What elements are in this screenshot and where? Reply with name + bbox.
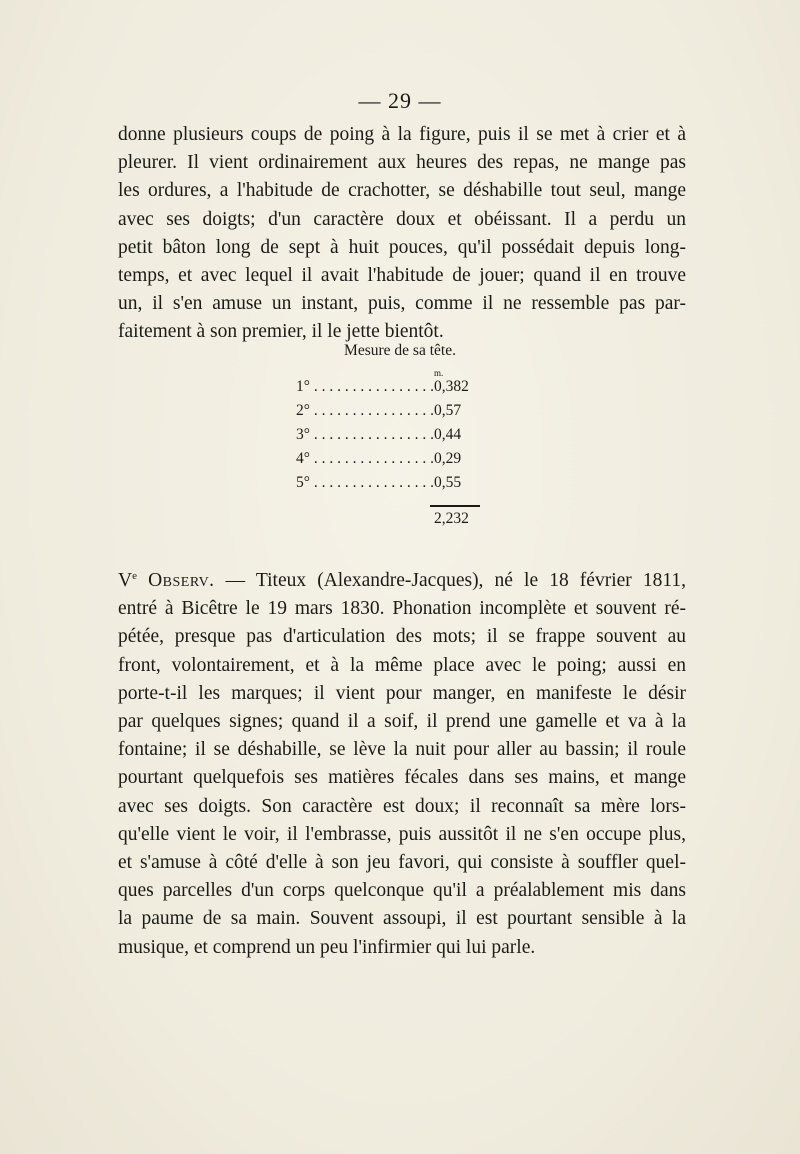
measure-total: 2,232 (434, 510, 469, 527)
text-line: musique, et comprend un peu l'infirmier qui lui parle. (118, 936, 536, 958)
measure-row (296, 426, 486, 446)
text-line: les ordures, a l'habitude de crachotter, se déshabille tout seul, mange (118, 180, 686, 202)
measure-value: 0,55 (434, 474, 462, 491)
measure-row (296, 378, 486, 398)
measure-label: 2° . . . (296, 402, 434, 420)
text-line: temps, et avec lequel il avait l'habitude de jouer; quand il en trouve (118, 265, 686, 287)
measure-label: 1° . . . (296, 378, 434, 396)
text-line: fontaine; il se déshabille, se lève la nuit pour aller au bassin; il roule (118, 739, 686, 761)
paragraph-observation (118, 562, 686, 962)
measure-value: 0,44 (434, 426, 462, 443)
page-number: — 29 — (358, 88, 442, 113)
measure-value: 0,382 (434, 378, 469, 395)
observation-number-sup: e (132, 570, 137, 582)
measure-label: 5° . . . (296, 474, 434, 492)
measure-label: 4° . . . (296, 450, 434, 468)
text-line: pleurer. Il vient ordinairement aux heures des repas, ne mange pas (118, 152, 686, 174)
text-line: qu'elle vient le voir, il l'embrasse, puis aussitôt il ne s'en occupe plus, (118, 823, 686, 845)
text-line: pourtant quelquefois ses matières fécales dans ses mains, et mange (118, 767, 686, 789)
text-line: la paume de sa main. Souvent assoupi, il est pourtant sensible à la (118, 908, 686, 930)
measure-unit: m. (434, 368, 444, 378)
measure-label: 3° . . . (296, 426, 434, 444)
observation-heading-text: — Titeux (Alexandre-Jacques), né le 18 février 1811, (225, 570, 687, 591)
text-line: un, il s'en amuse un instant, puis, comme il ne ressemble pas par- (118, 293, 686, 315)
sum-rule (430, 505, 480, 507)
text-line: faitement à son premier, il le jette bientôt. (118, 321, 444, 343)
text-line: front, volontairement, et à la même place avec le poing; aussi en (118, 654, 686, 676)
text-line: entré à Bicêtre le 19 mars 1830. Phonation incomplète et souvent ré- (118, 598, 686, 620)
text-line: petit bâton long de sept à huit pouces, qu'il possédait depuis long- (118, 236, 686, 258)
measure-table-title: Mesure de sa tête. (344, 342, 456, 359)
paragraph-top (118, 121, 686, 347)
observation-first-line (118, 562, 686, 595)
text-line: pétée, presque pas d'articulation des mots; il se frappe souvent au (118, 626, 686, 648)
observation-label: Observ. (148, 570, 215, 591)
text-line: porte-t-il les marques; il vient pour manger, en manifeste le désir (118, 682, 686, 704)
text-line: ques parcelles d'un corps quelconque qu'il a préalablement mis dans (118, 880, 686, 902)
text-line: avec ses doigts. Son caractère est doux; il reconnaît sa mère lors- (118, 795, 686, 817)
text-line: donne plusieurs coups de poing à la figure, puis il se met à crier et à (118, 124, 686, 145)
text-line: et s'amuse à côté d'elle à son jeu favori, qui consiste à souffler quel- (118, 852, 686, 874)
measure-row (296, 474, 486, 494)
measure-value: 0,29 (434, 450, 462, 467)
measure-value: 0,57 (434, 402, 462, 419)
measure-row (296, 450, 486, 470)
measure-row (296, 402, 486, 422)
text-line: par quelques signes; quand il a soif, il prend une gamelle et va à la (118, 711, 686, 733)
observation-number: V (118, 570, 133, 591)
text-line: avec ses doigts; d'un caractère doux et obéissant. Il a perdu un (118, 208, 686, 230)
